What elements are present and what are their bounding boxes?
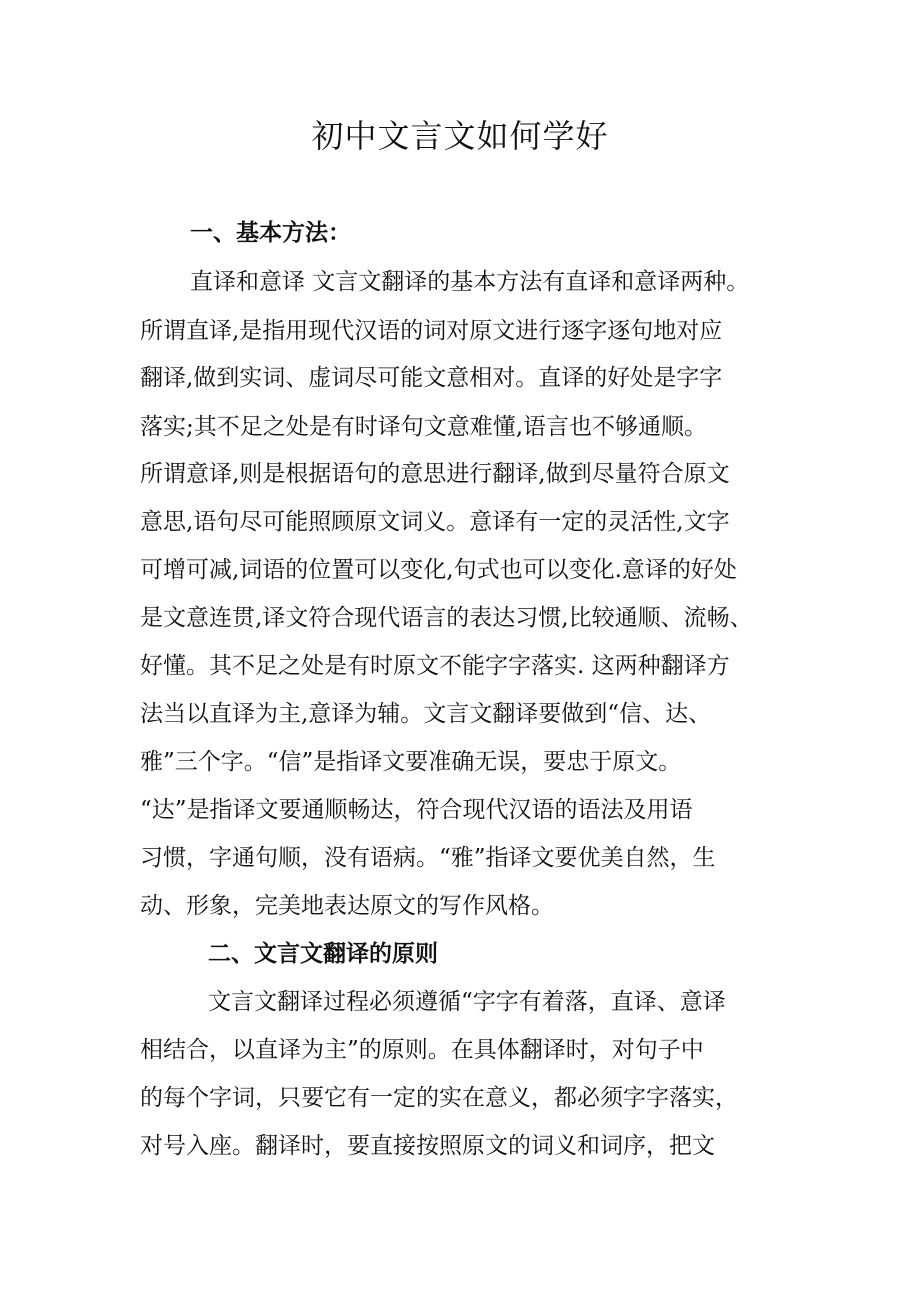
paragraph-line: 习惯，字通句顺，没有语病。“雅”指译文要优美自然，生	[140, 845, 716, 871]
paragraph-line: 可增可减,词语的位置可以变化,句式也可以变化.意译的好处	[140, 557, 737, 583]
section-heading-translation-principles: 二、文言文翻译的原则	[208, 940, 438, 967]
paragraph-line: 法当以直译为主,意译为辅。文言文翻译要做到“信、达、	[140, 701, 712, 727]
paragraph-line: 好懂。其不足之处是有时原文不能字字落实. 这两种翻译方	[140, 653, 730, 679]
paragraph-line: “达”是指译文要通顺畅达，符合现代汉语的语法及用语	[140, 797, 693, 823]
paragraph-line: 动、形象，完美地表达原文的写作风格。	[140, 893, 554, 919]
paragraph-line: 落实;其不足之处是有时译句文意难懂,语言也不够通顺。	[140, 414, 708, 440]
paragraph-line: 雅”三个字。“信”是指译文要准确无误，要忠于原文。	[140, 749, 682, 775]
paragraph-line: 相结合，以直译为主”的原则。在具体翻译时，对句子中	[140, 1037, 704, 1063]
document-title: 初中文言文如何学好	[311, 117, 609, 155]
paragraph-line: 翻译,做到实词、虚词尽可能文意相对。直译的好处是字字	[140, 365, 723, 391]
paragraph-line: 是文意连贯,译文符合现代语言的表达习惯,比较通顺、流畅、	[140, 605, 753, 631]
paragraph-line: 直译和意译 文言文翻译的基本方法有直译和意译两种。	[190, 269, 750, 295]
paragraph-line: 意思,语句尽可能照顾原文词义。意译有一定的灵活性,文字	[140, 509, 730, 535]
section-heading-basic-methods: 一、基本方法：	[190, 219, 351, 246]
paragraph-line: 所谓意译,则是根据语句的意思进行翻译,做到尽量符合原文	[140, 461, 730, 487]
paragraph-line: 对号入座。翻译时，要直接按照原文的词义和词序，把文	[140, 1133, 715, 1159]
paragraph-line: 文言文翻译过程必须遵循“字字有着落，直译、意译	[208, 989, 726, 1015]
paragraph-line: 的每个字词，只要它有一定的实在意义，都必须字字落实，	[140, 1085, 738, 1111]
paragraph-line: 所谓直译,是指用现代汉语的词对原文进行逐字逐句地对应	[140, 318, 723, 344]
